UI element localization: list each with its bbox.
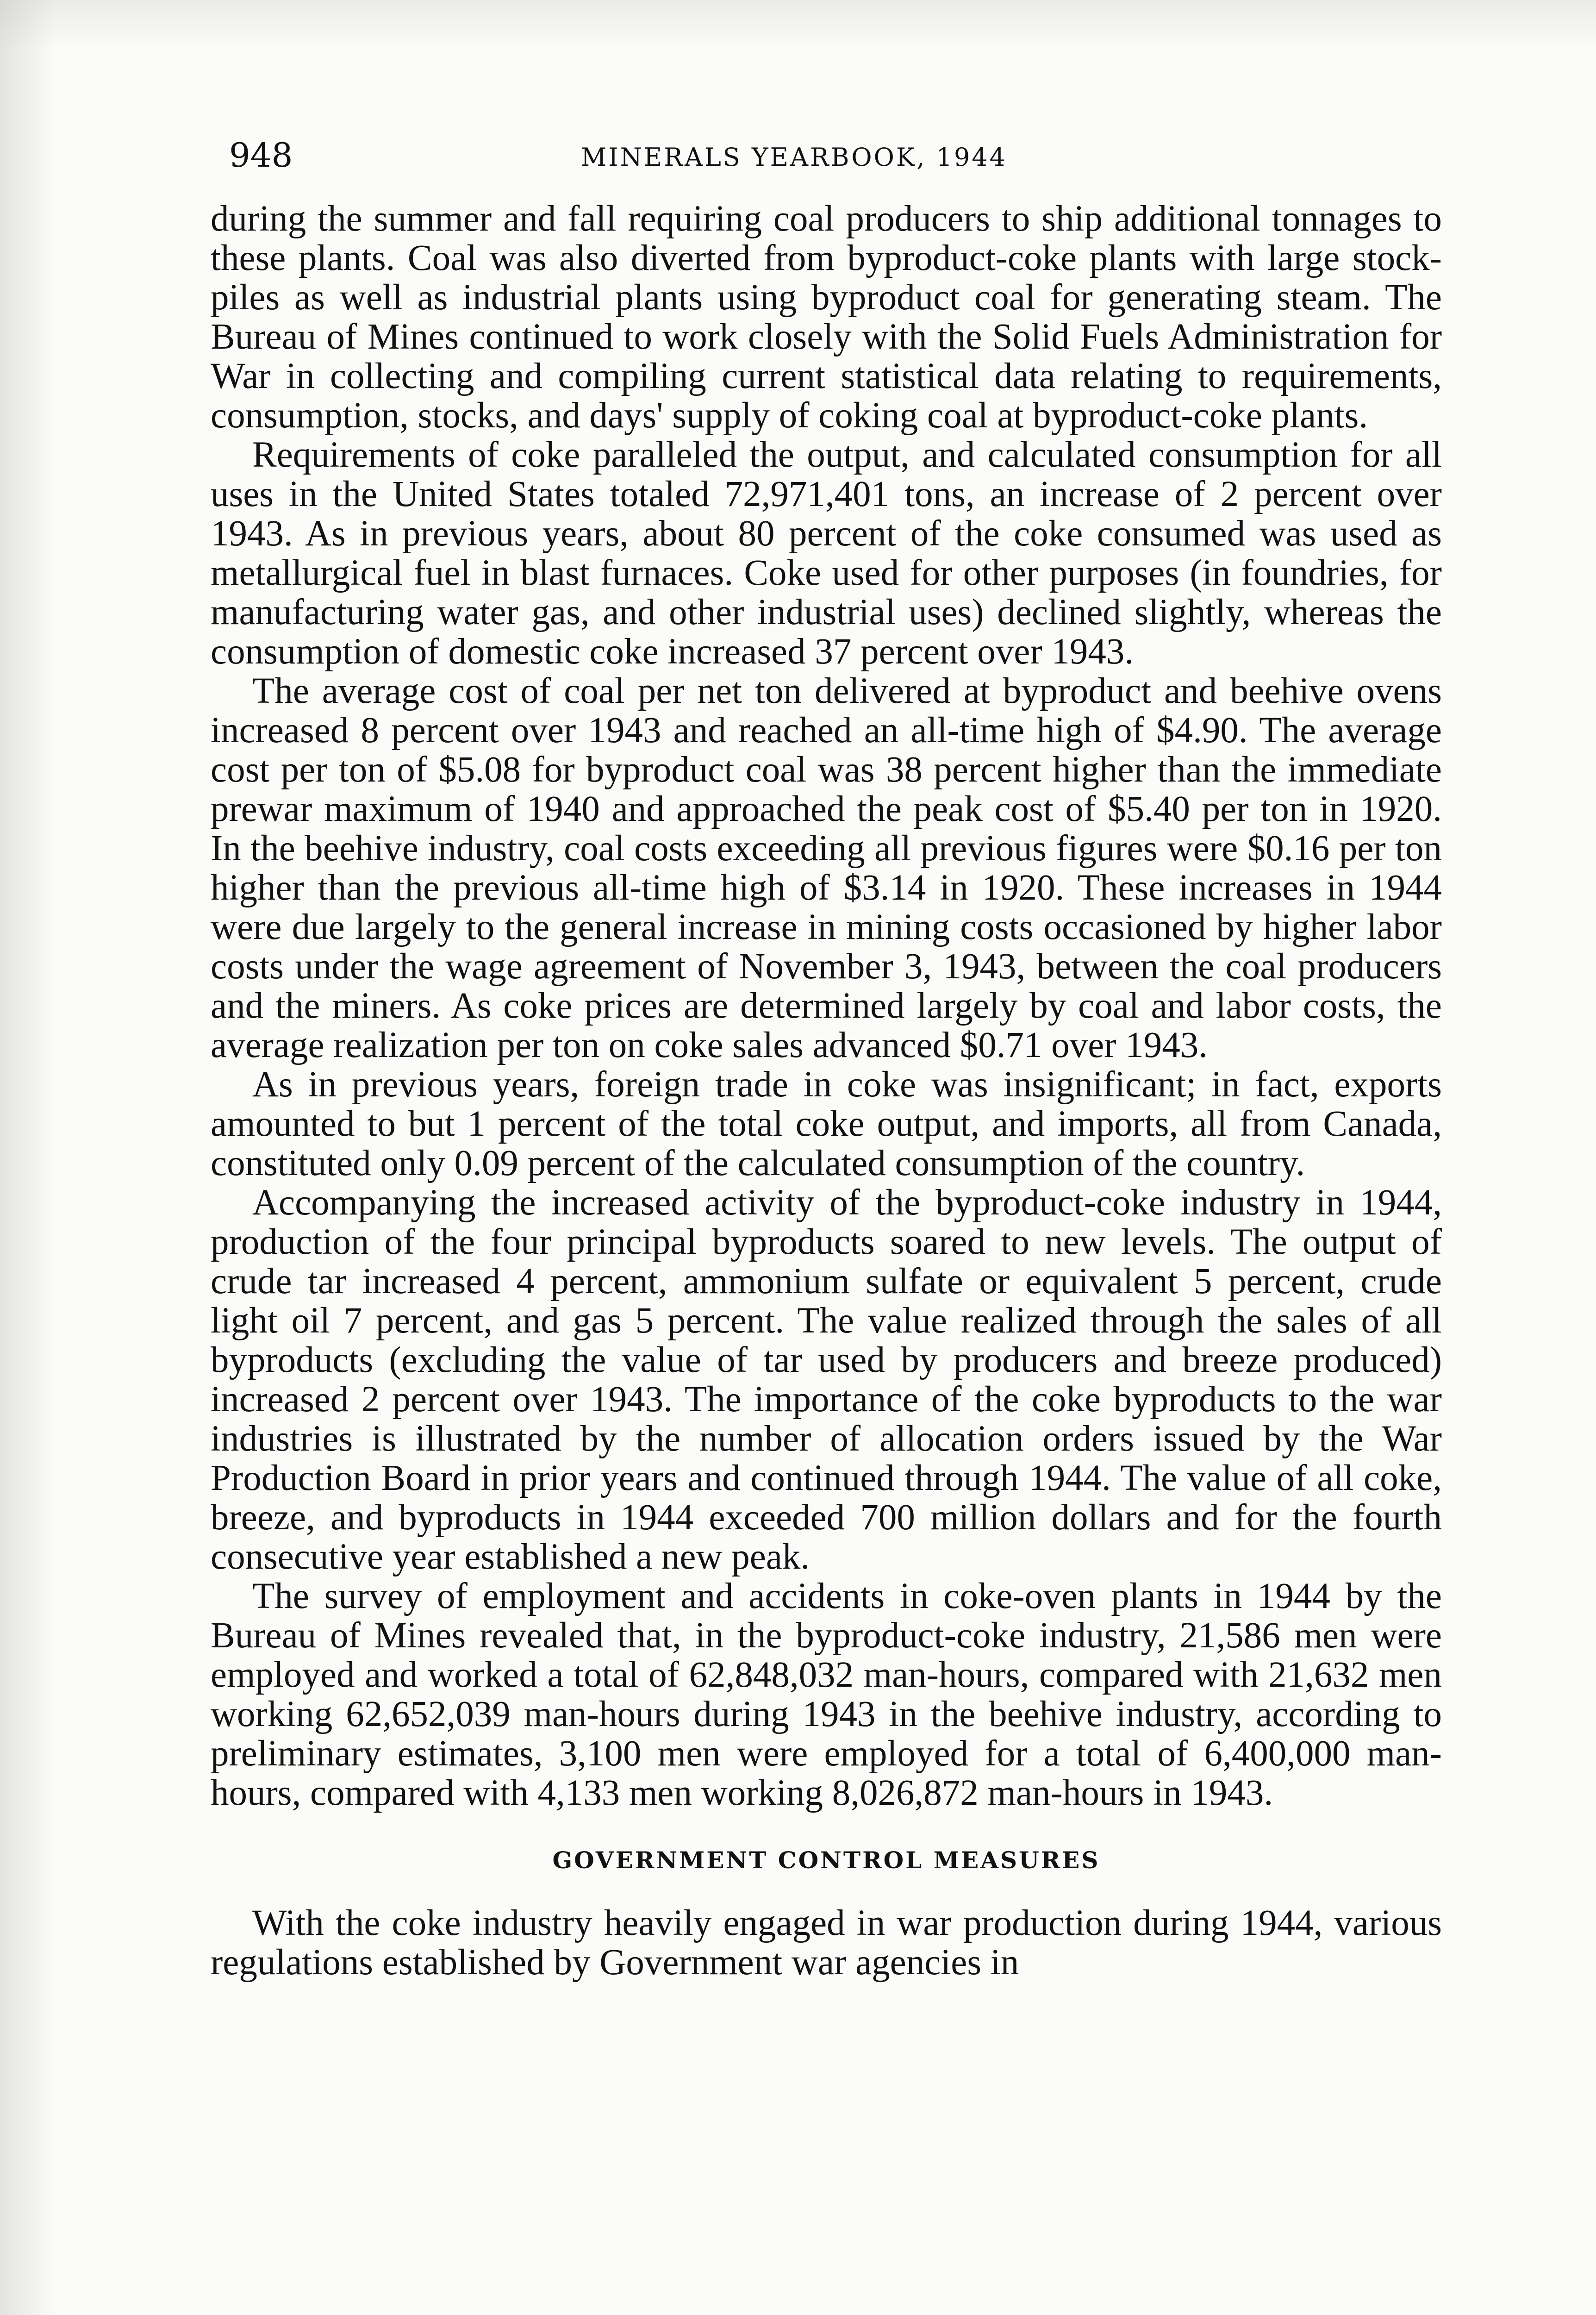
- scan-shadow-top: [0, 0, 1596, 51]
- paragraph: The survey of employment and accidents in coke-oven plants in 1944 by the Bureau of Mines revealed that, in the byproduct-coke industry, 21,586 men were employed and worked a total of 62,848,032 man-hours, compared with 21,632 men working 62,652,039 man-hours during 1943 in the beehive industry, according to preliminary estimates, 3,100 men were employed for a total of 6,400,000 man-hours, compared with 4,133 men working 8,026,872 man-hours in 1943.: [211, 1576, 1442, 1813]
- body-text: [211, 199, 1442, 1982]
- paragraph: Requirements of coke paralleled the output, and calculated consumption for all uses in the United States totaled 72,971,401 tons, an increase of 2 percent over 1943. As in previous years, about 80 percent of the coke consumed was used as metallurgical fuel in blast furnaces. Coke used for other purposes (in foundries, for manufacturing water gas, and other industrial uses) declined slightly, whereas the consumption of domestic coke increased 37 percent over 1943.: [211, 435, 1442, 672]
- section-heading: GOVERNMENT CONTROL MEASURES: [552, 1846, 1100, 1874]
- paragraph: Accompanying the increased activity of the byproduct-coke industry in 1944, production of the four principal byproducts soared to new levels. The output of crude tar increased 4 percent, ammonium sulfate or equivalent 5 percent, crude light oil 7 percent, and gas 5 percent. The value realized through the sales of all byproducts (excluding the value of tar used by producers and breeze produced) increased 2 percent over 1943. The importance of the coke byproducts to the war industries is illustrated by the number of allocation orders issued by the War Production Board in prior years and continued through 1944. The value of all coke, breeze, and byproducts in 1944 exceeded 700 million dollars and for the fourth consecutive year established a new peak.: [211, 1183, 1442, 1577]
- paragraph: during the summer and fall requiring coal producers to ship additional tonnages to these plants. Coal was also diverted from byproduct-coke plants with large stock-piles as well as industrial plants using byproduct coal for generating steam. The Bureau of Mines continued to work closely with the Solid Fuels Administration for War in collecting and compiling current statistical data relating to requirements, consumption, stocks, and days' supply of coking coal at byproduct-coke plants.: [211, 199, 1442, 436]
- scan-shadow-left: [0, 0, 56, 2315]
- running-title: MINERALS YEARBOOK, 1944: [581, 143, 1008, 172]
- page-number: 948: [229, 136, 293, 175]
- paragraph: As in previous years, foreign trade in coke was insignificant; in fact, exports amounted to but 1 percent of the total coke output, and imports, all from Canada, constituted only 0.09 percent of the calculated consumption of the country.: [211, 1064, 1442, 1183]
- paragraph: With the coke industry heavily engaged in war production during 1944, various regulations established by Government war agencies in: [211, 1903, 1442, 1983]
- running-header: [229, 137, 1446, 178]
- paragraph: The average cost of coal per net ton delivered at byproduct and beehive ovens increased 8 percent over 1943 and reached an all-time high of $4.90. The average cost per ton of $5.08 for byproduct coal was 38 percent higher than the immediate prewar maximum of 1940 and approached the peak cost of $5.40 per ton in 1920. In the beehive industry, coal costs exceeding all previous figures were $0.16 per ton higher than the previous all-time high of $3.14 in 1920. These increases in 1944 were due largely to the general increase in mining costs occasioned by higher labor costs under the wage agreement of November 3, 1943, between the coal producers and the miners. As coke prices are determined largely by coal and labor costs, the average realization per ton on coke sales advanced $0.71 over 1943.: [211, 671, 1442, 1065]
